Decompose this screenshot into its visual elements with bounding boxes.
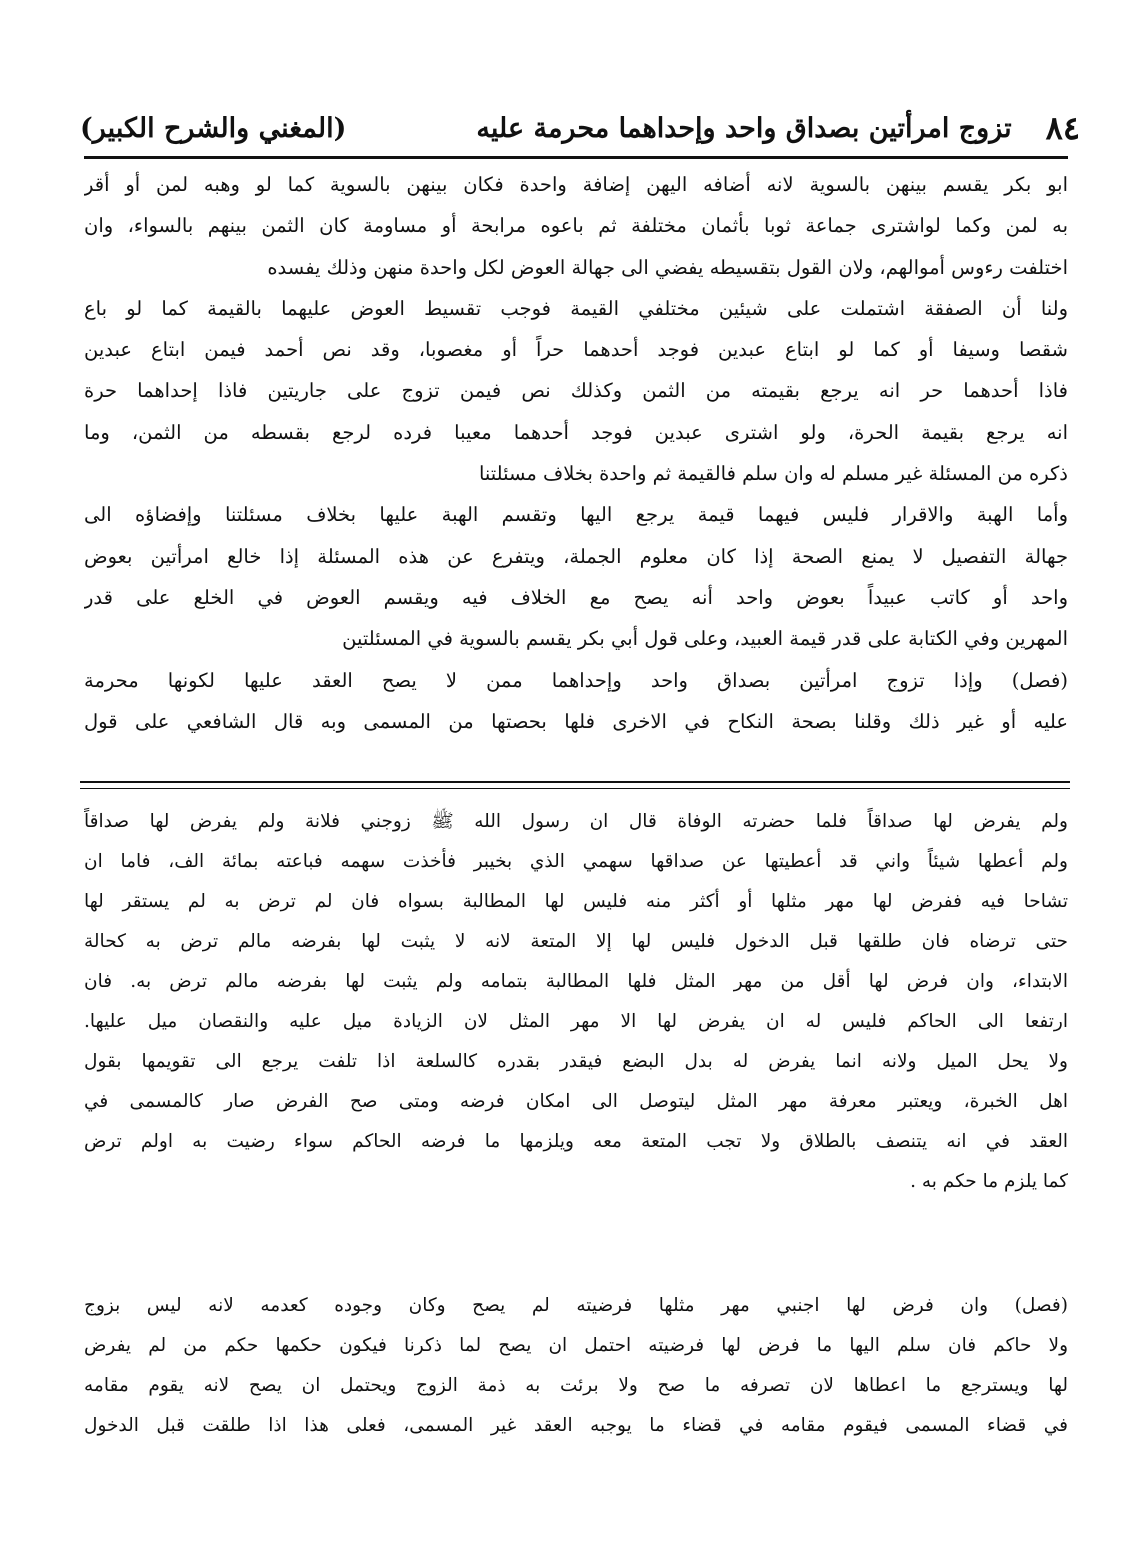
footnote-line: حتى ترضاه فان طلقها قبل الدخول فليس لها إلا المتعة لانه لا يثبت لها بفرضه مالم ترض به كحالة: [84, 931, 1068, 952]
footnote-line: ارتفعا الى الحاكم فليس له ان يفرض لها الا مهر المثل لان الزيادة ميل عليه والنقصان ميل عليها.: [84, 1011, 1068, 1032]
running-title: تزوج امرأتين بصداق واحد وإحداهما محرمة عليه: [476, 112, 1012, 144]
text-line: ابو بكر يقسم بينهن بالسوية لانه أضافه اليهن إضافة واحدة فكان بينهن بالسوية كما لو وهبه لمن أو أقر: [84, 173, 1068, 196]
text-line: جهالة التفصيل لا يمنع الصحة إذا كان معلوم الجملة، ويتفرع عن هذه المسئلة إذا خالع امرأتين بعوض: [84, 544, 1068, 568]
footnote-line: الابتداء، وان فرض لها أقل من مهر المثل فلها المطالبة بتمامه ولم يثبت لها بفرضه مالم ترض به. فان: [84, 971, 1068, 992]
header-rule: [84, 156, 1068, 159]
text-line: المهرين وفي الكتابة على قدر قيمة العبيد، وعلى قول أبي بكر يقسم بالسوية في المسئلتين: [342, 627, 1068, 651]
text-line: ذكره من المسئلة غير مسلم له وان سلم فالقيمة ثم واحدة بخلاف مسئلتنا: [478, 462, 1068, 486]
footnote-separator: [80, 781, 1070, 783]
footnote-line: كما يلزم ما حكم به .: [910, 1171, 1068, 1192]
footnote-line: ولا يحل الميل ولانه انما يفرض له بدل البضع فيقدر بقدره كالسلعة اذا تلفت يرجع الى تقويمها بقول: [84, 1051, 1068, 1072]
footnote-line: ولا حاكم فان سلم اليها ما فرض لها فرضيته احتمل ان يصح لما ذكرنا فيكون حكمها حكم من لم يفرض: [84, 1335, 1068, 1356]
footnote-line: في قضاء المسمى فيقوم مقامه في قضاء ما يوجبه العقد غير المسمى، فعلى هذا اذا طلقت قبل الدخول: [84, 1415, 1068, 1436]
footnote-line: ولم أعطها شيئاً واني قد أعطيتها عن صداقها سهمي الذي بخيبر فأخذت سهمه فباعته بمائة الف، فاما ان: [84, 851, 1068, 872]
text-line: ولنا أن الصفقة اشتملت على شيئين مختلفي القيمة فوجب تقسيط العوض عليهما بالقيمة كما لو باع: [84, 296, 1068, 320]
text-line: عليه أو غير ذلك وقلنا بصحة النكاح في الاخرى فلها بحصتها من المسمى وبه قال الشافعي على قول: [84, 709, 1068, 733]
text-line: اختلفت رءوس أموالهم، ولان القول بتقسيطه يفضي الى جهالة العوض لكل واحدة منهن وذلك يفسده: [267, 255, 1068, 279]
text-line: (فصل) وإذا تزوج امرأتين بصداق واحد وإحداهما ممن لا يصح العقد عليها لكونها محرمة: [84, 668, 1068, 692]
text-line: فاذا أحدهما حر انه يرجع بقيمته من الثمن وكذلك نص فيمن تزوج على جاريتين فاذا إحداهما حرة: [84, 379, 1068, 403]
page-number: ٨٤: [1045, 109, 1080, 147]
book-title: (المغني والشرح الكبير): [80, 112, 347, 144]
footnote-line: ولم يفرض لها صداقاً فلما حضرته الوفاة قال ان رسول الله ﷺ زوجني فلانة ولم يفرض لها صداقاً: [84, 811, 1068, 832]
text-line: واحد أو كاتب عبيداً بعوض واحد أنه يصح مع الخلاف فيه ويقسم العوض في الخلع على قدر: [84, 585, 1068, 609]
footnote-line: تشاحا فيه ففرض لها مهر مثلها أو أكثر منه فليس لها المطالبة بسواه فان لم ترض به لم يستقر لها: [84, 891, 1068, 912]
footnote-line: اهل الخبرة، ويعتبر معرفة مهر المثل ليتوصل الى امكان فرضه ومتى صح الفرض صار كالمسمى في: [84, 1091, 1068, 1112]
main-text: [84, 164, 1068, 742]
footnote-text-section-2: [84, 1286, 1068, 1446]
text-line: وأما الهبة والاقرار فليس فيهما قيمة يرجع اليها وتقسم الهبة عليها بخلاف مسئلتنا وإفضاؤه الى: [84, 503, 1068, 527]
footnote-line: لها ويسترجع ما اعطاها لان تصرفه ما صح ولا برئت به ذمة الزوج ويحتمل ان يصح لانه يقوم مقامه: [84, 1375, 1068, 1396]
footnote-text: [84, 802, 1068, 1202]
footnote-line: (فصل) وان فرض لها اجنبي مهر مثلها فرضيته لم يصح وكان وجوده كعدمه لانه ليس بزوج: [84, 1295, 1068, 1316]
text-line: به لمن وكما لواشترى جماعة ثوبا بأثمان مختلفة ثم باعوه مرابحة أو مساومة كان الثمن بينهم بالسواء، وان: [84, 214, 1068, 238]
footnote-separator-thin: [80, 788, 1070, 789]
text-line: انه يرجع بقيمة الحرة، ولو اشترى عبدين فوجد أحدهما معيبا فرده لرجع بقسطه من الثمن، وما: [84, 420, 1068, 444]
page-header: [80, 108, 1080, 148]
footnote-line: العقد في انه يتنصف بالطلاق ولا تجب المتعة معه ويلزمها ما فرضه الحاكم سواء رضيت به اولم ترض: [84, 1131, 1068, 1152]
text-line: شقصا وسيفا أو كما لو ابتاع عبدين فوجد أحدهما حراً أو مغصوبا، وقد نص أحمد فيمن ابتاع عبدين: [84, 338, 1068, 362]
